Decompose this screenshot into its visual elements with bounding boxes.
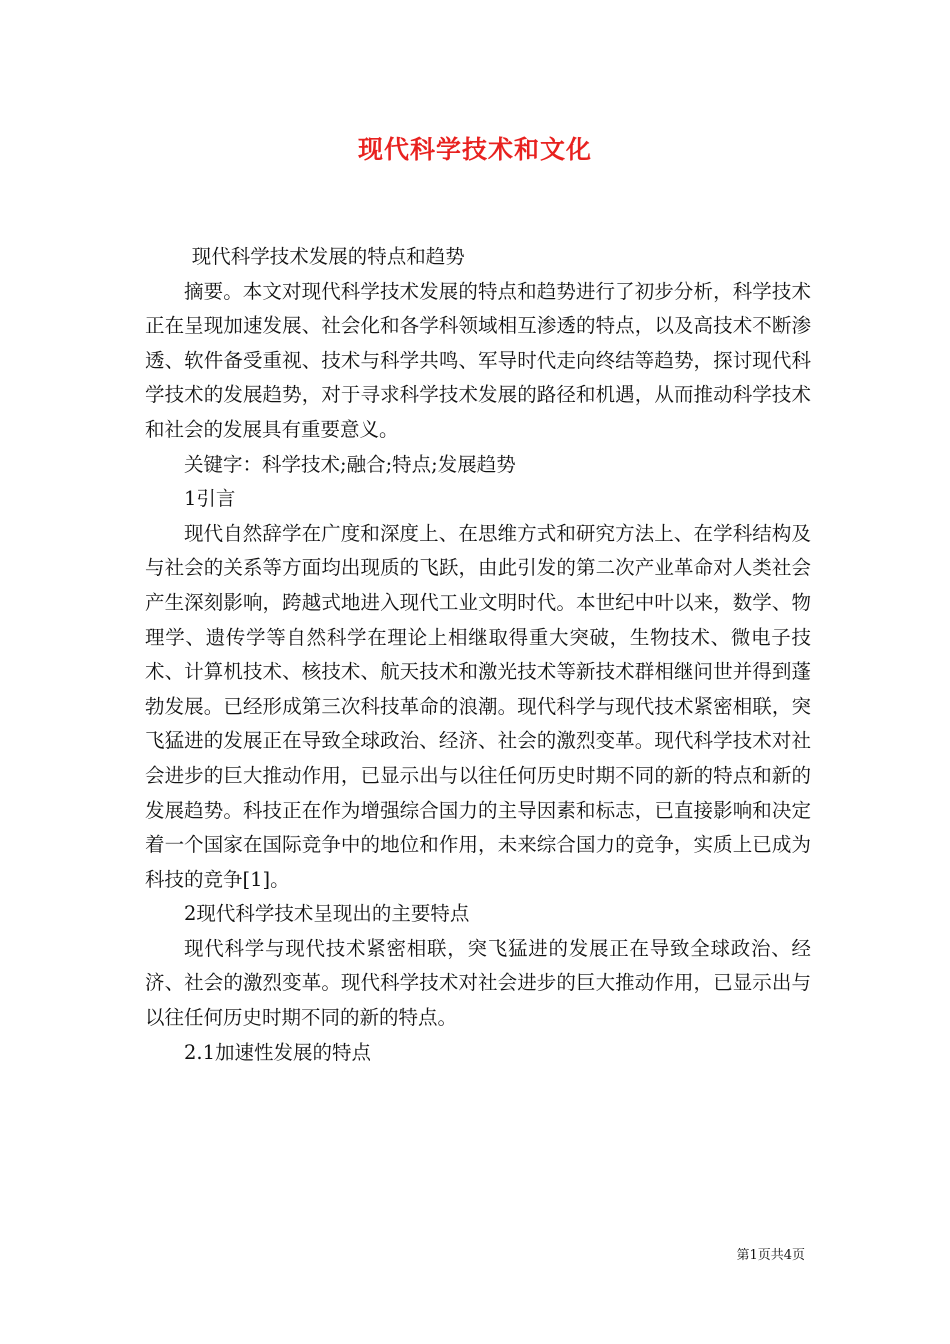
- keywords-line: 关键字：科学技术;融合;特点;发展趋势: [184, 452, 516, 476]
- introduction-paragraph: 现代自然辞学在广度和深度上、在思维方式和研究方法上、在学科结构及与社会的关系等方面均出现质的飞跃，由此引发的第二次产业革命对人类社会产生深刻影响，跨越式地进入现代工业文明时代。本世纪中叶以来，数学、物理学、遗传学等自然科学在理论上相继取得重大突破，生物技术、微电子技术、计算机技术、核技术、航天技术和激光技术等新技术群相继问世并得到蓬勃发展。已经形成第三次科技革命的浪潮。现代科学与现代技术紧密相联，突飞猛进的发展正在导致全球政治、经济、社会的激烈变革。现代科学技术对社会进步的巨大推动作用，已显示出与以往任何历史时期不同的新的特点和新的发展趋势。科技正在作为增强综合国力的主导因素和标志，已直接影响和决定着一个国家在国际竞争中的地位和作用，未来综合国力的竞争，实质上已成为科技的竞争[1]。: [145, 521, 811, 891]
- section-heading-main-features: 2现代科学技术呈现出的主要特点: [184, 902, 470, 926]
- page-number-footer: 第1页共4页: [736, 1248, 805, 1263]
- abstract-paragraph: 摘要。本文对现代科学技术发展的特点和趋势进行了初步分析，科学技术正在呈现加速发展、社会化和各学科领域相互渗透的特点，以及高技术不断渗透、软件备受重视、技术与科学共鸣、军导时代走向终结等趋势，探讨现代科学技术的发展趋势，对于寻求科学技术发展的路径和机遇，从而推动科学技术和社会的发展具有重要意义。: [145, 279, 811, 441]
- document-title: 现代科学技术和文化: [357, 135, 592, 164]
- subsection-heading-accelerated-development: 2.1加速性发展的特点: [184, 1040, 372, 1064]
- section-heading-introduction: 1引言: [184, 487, 236, 511]
- article-subtitle: 现代科学技术发展的特点和趋势: [191, 245, 465, 268]
- main-features-paragraph: 现代科学与现代技术紧密相联，突飞猛进的发展正在导致全球政治、经济、社会的激烈变革。现代科学技术对社会进步的巨大推动作用，已显示出与以往任何历史时期不同的新的特点。: [145, 936, 811, 1030]
- document-body: [145, 240, 811, 1070]
